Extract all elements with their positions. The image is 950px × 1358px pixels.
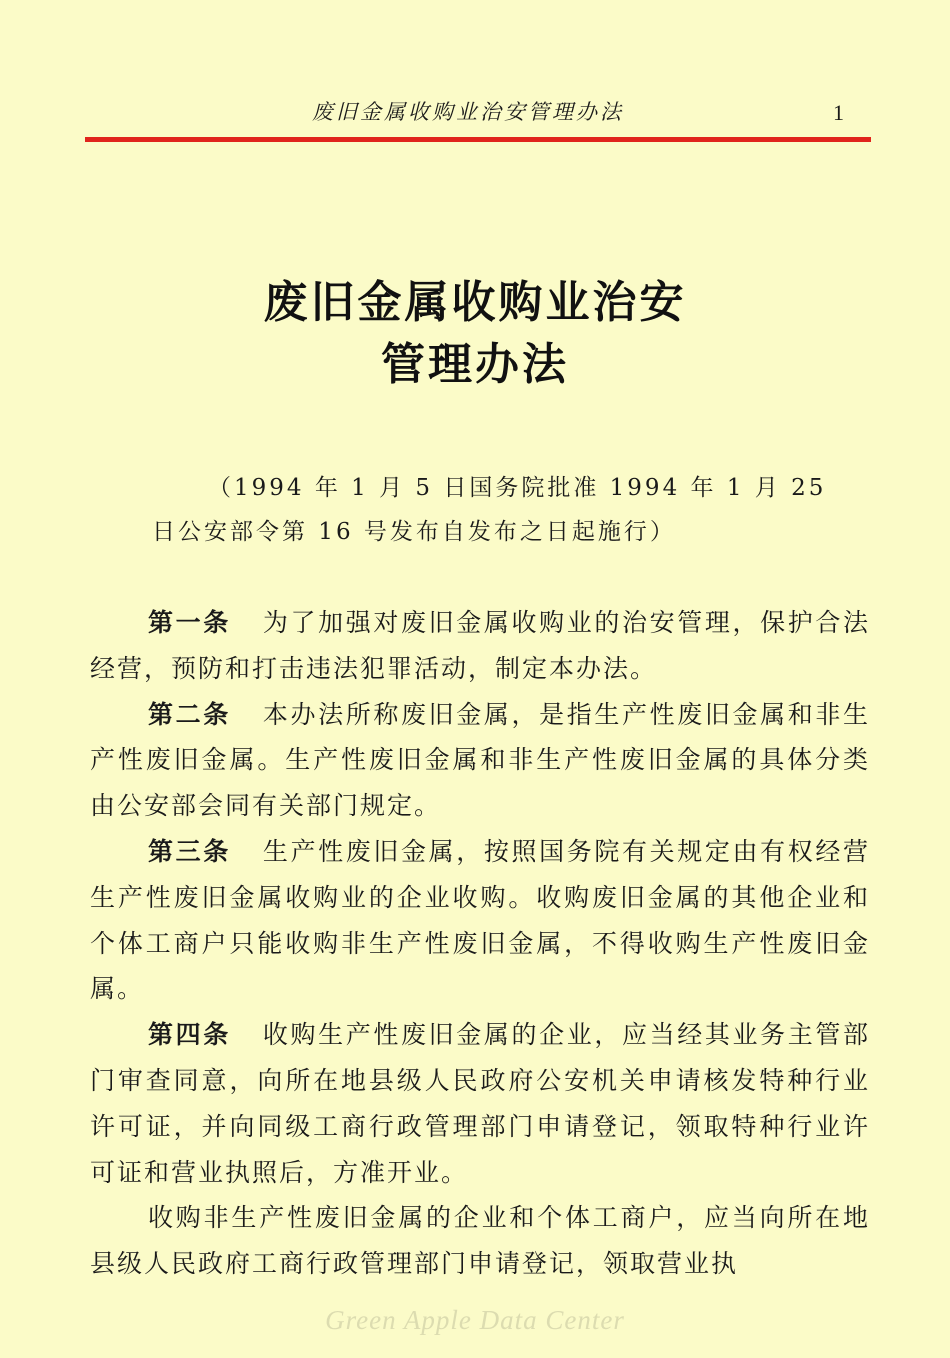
issuance-note-line1: （1994 年 1 月 5 日国务院批准 1994 年 1 月 25 <box>208 475 827 501</box>
article-text: 本办法所称废旧金属，是指生产性废旧金属和非生产性废旧金属。生产性废旧金属和非生产性废旧金属的具体分类由公安部会同有关部门规定。 <box>90 699 870 821</box>
article-3 <box>90 829 870 1012</box>
article-4-continuation: 收购非生产性废旧金属的企业和个体工商户，应当向所在地县级人民政府工商行政管理部门申请登记，领取营业执 <box>90 1203 870 1279</box>
article-number: 第四条 <box>148 1020 231 1050</box>
running-header <box>85 96 870 132</box>
article-number: 第三条 <box>148 836 231 866</box>
issuance-note-line2: 日公安部令第 16 号发布自发布之日起施行） <box>152 519 676 545</box>
article-number: 第一条 <box>148 608 231 637</box>
document-title-line1: 废旧金属收购业治安 <box>263 277 687 328</box>
document-title <box>0 272 950 396</box>
header-divider <box>85 137 871 142</box>
watermark: Green Apple Data Center <box>325 1305 625 1335</box>
document-body <box>90 600 870 1287</box>
article-2 <box>90 692 870 829</box>
page-number: 1 <box>833 100 844 125</box>
article-1 <box>90 600 870 692</box>
document-title-line2: 管理办法 <box>381 339 569 390</box>
issuance-note <box>152 466 852 554</box>
article-text: 生产性废旧金属，按照国务院有关规定由有权经营生产性废旧金属收购业的企业收购。收购废旧金属的其他企业和个体工商户只能收购非生产性废旧金属，不得收购生产性废旧金属。 <box>90 836 870 1004</box>
article-number: 第二条 <box>148 699 231 729</box>
article-text: 收购生产性废旧金属的企业，应当经其业务主管部门审查同意，向所在地县级人民政府公安机关申请核发特种行业许可证，并向同级工商行政管理部门申请登记，领取特种行业许可证和营业执照后，方准开业。 <box>90 1020 870 1187</box>
article-text: 为了加强对废旧金属收购业的治安管理，保护合法经营，预防和打击违法犯罪活动，制定本办法。 <box>90 608 870 683</box>
article-4 <box>90 1012 870 1195</box>
running-title: 废旧金属收购业治安管理办法 <box>312 100 624 124</box>
